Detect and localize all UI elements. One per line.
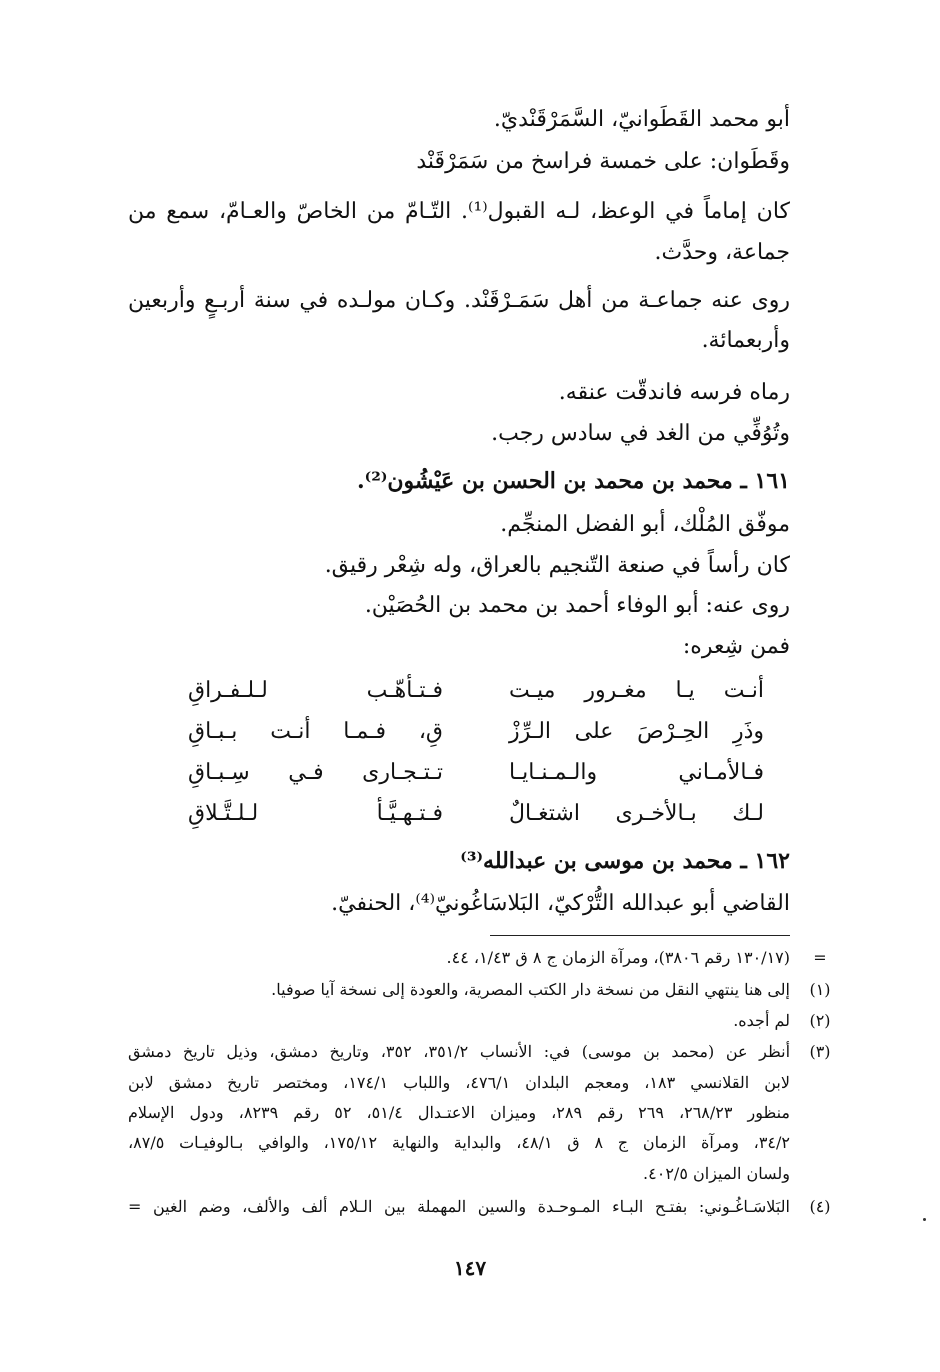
page-number: ١٤٧ — [453, 1256, 487, 1280]
verse-second-hemistich: قِ، فـمـا أنـت بـبـاقِ — [188, 719, 443, 744]
verse-second-hemistich: فـتـأهّـب لـلـفـراقِ — [188, 678, 443, 703]
text-line: القاضي أبو عبدالله التُّرْكيّ، البَلاسَاغُونيّ⁽⁴⁾، الحنفيّ. — [331, 891, 790, 916]
text-line: جماعة، وحدَّث. — [654, 240, 790, 265]
footnote-marker: (٢) — [809, 1011, 831, 1030]
verse-first-hemistich: وذَرِ الحِـرْصَ على الـرِّزْ — [509, 719, 764, 744]
text-line: كان رأساً في صنعة التّنجيم بالعراق، وله شِعْر رقيق. — [324, 553, 790, 578]
verse-first-hemistich: أنـت يـا مغـرور ميـت — [509, 678, 764, 703]
entry-heading: ١٦١ ـ محمد بن محمد بن الحسن بن عَيْشُون⁽²⁾. — [356, 468, 790, 494]
footnote-text: البَلاسَـاغُـوني: بفتـح البـاء المـوحـدة والسين المهملة بين الـلام ألف والألف، وضم الغين = — [128, 1197, 790, 1216]
footnote-marker: (١) — [809, 980, 831, 999]
footnote-text: (١٣٠/١٧ رقم ٣٨٠٦)، ومرآة الزمان ج ٨ ق ١/٤٣، ٤٤. — [446, 948, 790, 967]
text-line: روى عنه: أبو الوفاء أحمد بن محمد بن الحُصَيْن. — [364, 593, 790, 618]
footnote-text: ولسان الميزان ٤٠٢/٥. — [643, 1164, 790, 1183]
footnote-separator — [490, 935, 790, 936]
footnote-text: إلى هنا ينتهي النقل من نسخة دار الكتب المصرية، والعودة إلى نسخة آيا صوفيا. — [271, 980, 790, 999]
footnote-marker: (٤) — [809, 1197, 831, 1216]
verse-second-hemistich: تـتـجـارى فـي سِـبـاقِ — [188, 760, 443, 785]
footnote-text: لابن القلانسي ١٨٣، ومعجم البلدان ٤٧٦/١، واللباب ١٧٤/١، ومختصر تاريخ دمشق لابن — [128, 1073, 791, 1092]
scan-speck — [923, 1218, 926, 1221]
text-line: فمن شِعره: — [682, 634, 790, 659]
poem-verse — [188, 674, 764, 708]
poem-verse — [188, 715, 764, 749]
text-line: رماه فرسه فاندقّت عنقه. — [558, 380, 790, 405]
text-line: كان إماماً في الوعظ، لـه القبول⁽¹⁾. التّـامّ من الخاصّ والعـامّ، سمع من — [128, 199, 791, 224]
footnote-text: ٣٤/٢، ومرآة الزمان ج ٨ ق ٤٨/١، والبداية والنهاية ١٧٥/١٢، والوافي بـالوفيـات ٨٧/٥، — [128, 1133, 790, 1152]
footnote-text: لم أجده. — [733, 1011, 790, 1030]
text-line: روى عنه جماعـة من أهل سَمَـرْقَنْد. وكـان مولـده في سنة أربـعٍ وأربعين — [128, 288, 791, 313]
text-line: وقَطَوان: على خمسة فراسخ من سَمَرْقَنْد — [416, 149, 790, 174]
entry-heading: ١٦٢ ـ محمد بن موسى بن عبدالله⁽³⁾ — [460, 848, 790, 874]
footnote-text: أنظر عن (محمد بن موسى) في: الأنساب ٣٥١/٢، ٣٥٢، وتاريخ دمشق، وذيل تاريخ دمشق — [128, 1042, 791, 1061]
poem-verse — [188, 797, 764, 831]
text-line: وأربعمائة. — [701, 328, 790, 353]
footnote-text: منظور ٢٦٨/٢٣، ٢٦٩ رقم ٢٨٩، وميزان الاعتـدال ٥١/٤، ٥٢ رقم ٨٢٣٩، ودول الإسلام — [128, 1103, 791, 1122]
text-line: وتُوُفِّي من الغد في سادس رجب. — [491, 421, 790, 446]
poem-verse — [188, 756, 764, 790]
text-line: موفّق المُلْك، أبو الفضل المنجِّم. — [500, 512, 790, 537]
footnote-marker: = — [813, 948, 827, 967]
text-line: أبو محمد القَطَوانيّ، السَّمَرْقَنْديّ. — [493, 107, 790, 132]
footnote-marker: (٣) — [809, 1042, 831, 1061]
verse-first-hemistich: فـالأمـاني والـمـنـايـا — [509, 760, 764, 785]
verse-second-hemistich: فـتـهـيَّـأ لـلـتَّـلاقِ — [188, 801, 443, 826]
verse-first-hemistich: لـك بـالأخـرى اشتغـالٌ — [509, 801, 764, 826]
